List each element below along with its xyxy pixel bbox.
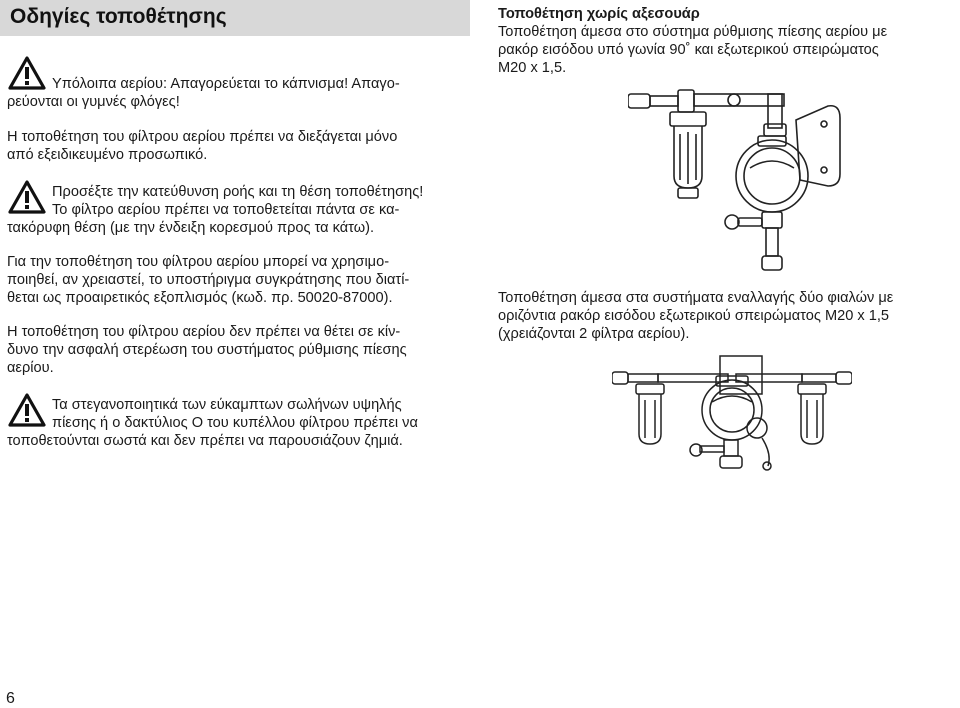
warning2-text: Προσέξτε την κατεύθυνση ροής και τη θέση τοποθέτησης! Το φίλτρο αερίου πρέπει να τοποθετείται πάντα σε κα- [52, 184, 424, 218]
filter-regulator-illustration [628, 84, 848, 274]
section-title: Τοποθέτηση χωρίς αξεσουάρ [498, 6, 700, 22]
title-bar [0, 0, 470, 36]
warning3-text-cont: τοποθετούνται σωστά και δεν πρέπει να παρουσιάζουν ζημιά. [7, 433, 403, 449]
section-no-accessory: Τοποθέτηση χωρίς αξεσουάρ Τοποθέτηση άμεσα στο σύστημα ρύθμισης πίεσης αερίου με ρακόρ εισόδου υπό γωνία 90˚ και εξωτερικού σπειρώματος M20 x 1,5. [498, 6, 888, 76]
warning1-text: Υπόλοιπα αερίου: Απαγορεύεται το κάπνισμα! Απαγο- [52, 76, 400, 92]
warning-triangle-icon [8, 393, 46, 427]
paragraph-secure-mounting: Η τοποθέτηση του φίλτρου αερίου δεν πρέπει να θέτει σε κίν- δυνο την ασφαλή στερέωση του συστήματος ρύθμισης πίεσης αερίου. [7, 324, 407, 376]
page-number: 6 [6, 690, 15, 707]
warning-triangle-icon [8, 180, 46, 214]
section-changeover-system: Τοποθέτηση άμεσα στα συστήματα εναλλαγής δύο φιαλών με οριζόντια ρακόρ εισόδου εξωτερικού σπειρώματος M20 x 1,5 (χρειάζονται 2 φίλτρα αερίου). [498, 290, 894, 342]
paragraph-mounting-bracket: Για την τοποθέτηση του φίλτρου αερίου μπορεί να χρησιμο- ποιηθεί, αν χρειαστεί, το υποστήριγμα συγκράτησης που διατί- θεται ως προαιρετικός εξοπλισμός (κωδ. πρ. 50020-87000). [7, 254, 410, 306]
warning1-text-cont: ρεύονται οι γυμνές φλόγες! [7, 94, 180, 110]
warning-triangle-icon [8, 56, 46, 90]
paragraph-qualified-personnel: Η τοποθέτηση του φίλτρου αερίου πρέπει να διεξάγεται μόνο από εξειδικευμένο προσωπικό. [7, 129, 398, 163]
page-title: Οδηγίες τοποθέτησης [10, 5, 227, 28]
warning2-text-cont: τακόρυφη θέση (με την ένδειξη κορεσμού προς τα κάτω). [7, 220, 375, 236]
changeover-two-filters-illustration [612, 354, 852, 474]
warning3-text: Τα στεγανοποιητικά των εύκαμπτων σωλήνων υψηλής πίεσης ή ο δακτύλιος O του κυπέλλου φίλτρου πρέπει να [52, 397, 418, 431]
